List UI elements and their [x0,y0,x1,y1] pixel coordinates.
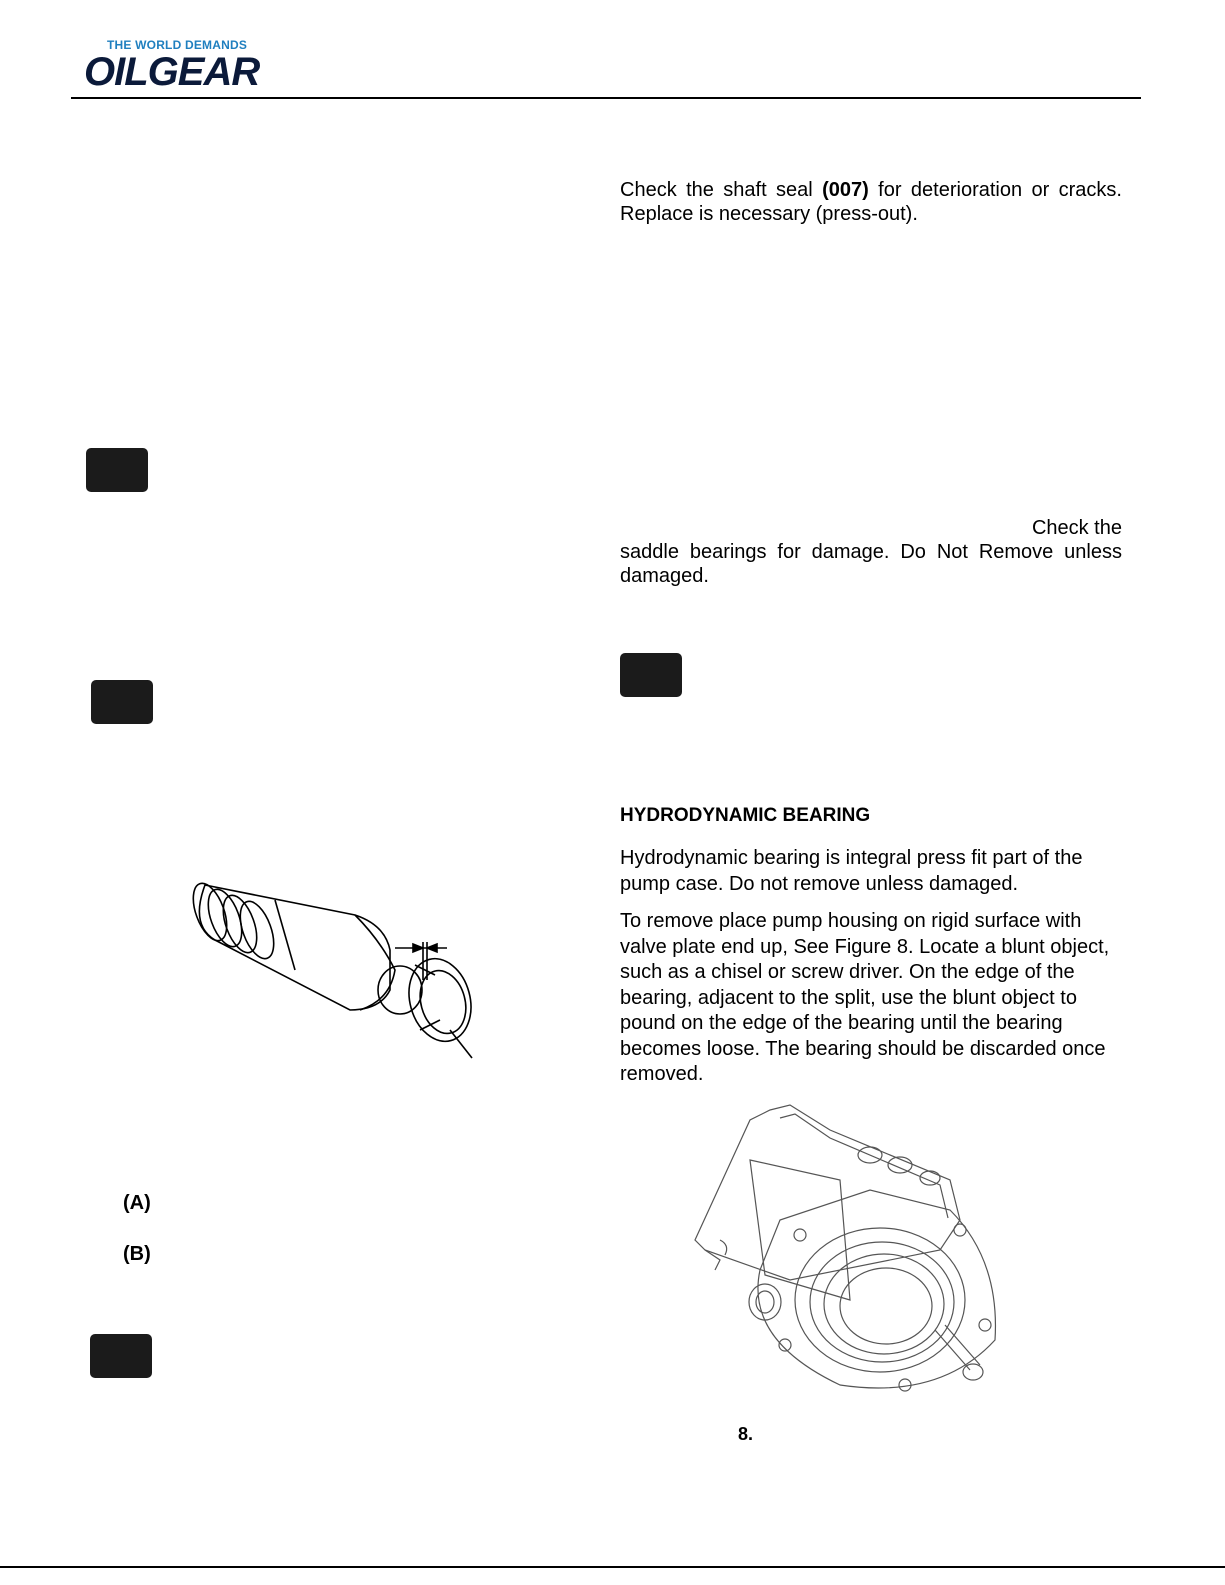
redacted-block [91,680,153,724]
redacted-block [86,448,148,492]
logo-tagline: THE WORLD DEMANDS [107,38,248,52]
footer-divider [0,1566,1225,1568]
pump-housing-illustration [690,1100,1010,1400]
piston-illustration [185,870,485,1070]
saddle-paragraph-first-line: Check the [1031,517,1122,539]
hydro-paragraph-1: Hydrodynamic bearing is integral press fit part of the pump case. Do not remove unless damaged. [620,847,1083,895]
section-heading: HYDRODYNAMIC BEARING [620,805,871,826]
shaft-seal-paragraph: Check the shaft seal (007) for deterioration or cracks. Replace is necessary (press-out). [620,179,1122,225]
saddle-paragraph: saddle bearings for damage. Do Not Remove unless damaged. [620,541,1122,587]
redacted-block [620,653,682,697]
part-number: (007) [822,179,869,201]
logo-wordmark: OILGEAR [84,50,260,94]
label-b: (B) [123,1243,151,1265]
header-divider [71,97,1141,99]
redacted-block [90,1334,152,1378]
figure-caption: 8. [738,1424,754,1444]
label-a: (A) [123,1192,151,1214]
hydro-paragraph-2: To remove place pump housing on rigid surface with valve plate end up, See Figure 8. Locate a blunt object, such as a chisel or screw driver. On the edge of the bearing, adjacent to the split, use the blunt object to pound on the edge of the bearing until the bearing becomes loose. The bearing should be discarded once removed. [620,910,1110,1085]
